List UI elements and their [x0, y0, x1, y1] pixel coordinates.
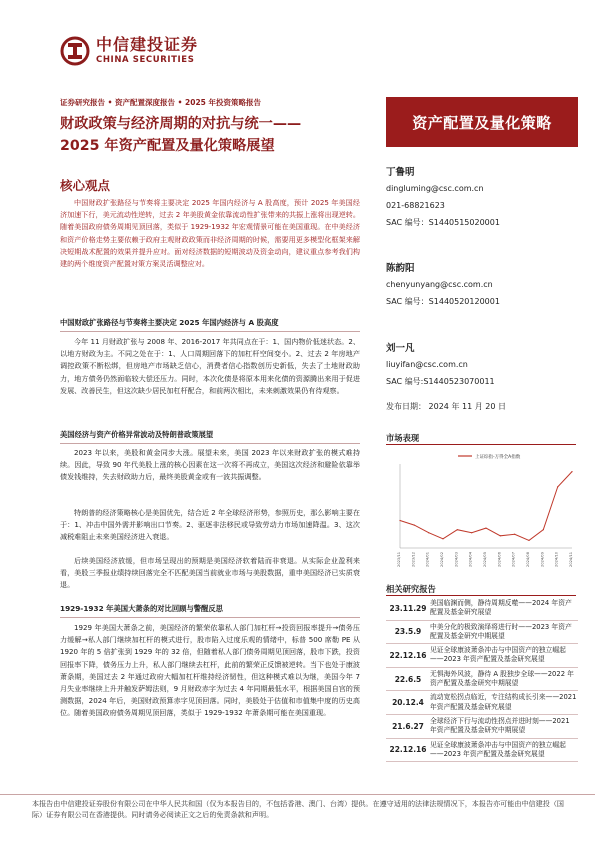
analyst-name: 刘一凡: [386, 343, 415, 354]
paragraph-us-economy-1: 2023 年以来，美股和黄金同步大涨。展望未来，美国 2023 年以来财政扩张的模式难持续。因此，导致 90 年代美股上涨的核心因素在这一次将不再成立，美国这次经济和避险依靠举债发钱维持，失去财政助力后，最终美股黄金或有一波共振调整。: [60, 448, 360, 482]
list-item[interactable]: [386, 621, 578, 645]
x-tick-label: 2024/09: [540, 552, 545, 567]
paragraph-us-economy-3: 后续美国经济放缓，但市场呈现出的预期是美国经济软着陆而非衰退。从实际企业盈利来看，美股三季报业绩持续回落完全不匹配美国当前就业市场与美股数据，重申美国经济已实质衰退。: [60, 556, 360, 590]
analyst-sac: SAC 编号：S1440515020001: [386, 218, 500, 227]
x-tick-label: 2024/10: [554, 552, 559, 567]
section-heading-china-fiscal: 中国财政扩张路径与节奏将主要决定 2025 年国内经济与 A 股高度: [60, 318, 360, 332]
chart-point: [414, 524, 415, 525]
category-banner: 资产配置及量化策略: [386, 97, 578, 147]
related-title[interactable]: 中美分化的极致演绎将进行时——2023 年资产配置及基金研究中期展望: [430, 622, 572, 640]
chart-point: [457, 529, 458, 530]
list-item[interactable]: [386, 597, 578, 621]
chart-point: [543, 529, 544, 530]
analyst-sac: SAC 编号:S1440523070011: [386, 377, 495, 386]
legend-label: 上证综指-万得全A指数: [475, 455, 521, 460]
company-logo: [60, 31, 198, 71]
related-date: 22.6.5: [394, 674, 422, 684]
market-chart-svg: [386, 448, 578, 574]
x-tick-label: 2023/11: [397, 552, 401, 567]
x-tick-label: 2024/08: [526, 552, 530, 567]
related-date: 21.6.27: [392, 721, 424, 731]
chart-axis: [400, 464, 572, 548]
chart-point: [571, 471, 572, 472]
market-chart: [386, 448, 578, 574]
related-date: 23.5.9: [394, 627, 422, 637]
chart-x-ticks: [397, 551, 573, 567]
logo-text-en: CHINA SECURITIES: [96, 55, 195, 65]
core-view-heading: 核心观点: [60, 178, 111, 193]
paragraph-us-economy-2: 特朗普的经济策略核心是美国优先，结合近 2 年全球经济形势，参照历史，那么影响主要在于：1、冲击中国外需并影响出口节奏。2、驱逐非法移民或导致劳动力市场加速降温。3、这次减税难阻止未来美国经济进入衰退。: [60, 508, 360, 542]
x-tick-label: 2024/05: [483, 552, 487, 567]
list-item[interactable]: [386, 644, 578, 668]
footer-divider: [0, 794, 595, 795]
title-line-1: 财政政策与经济周期的对抗与统一——: [60, 116, 302, 132]
analyst-email[interactable]: liuyifan@csc.com.cn: [386, 360, 468, 369]
x-tick-label: 2024/03: [454, 552, 459, 567]
x-tick-label: 2024/01: [425, 552, 430, 567]
publish-date: 发布日期： 2024 年 11 月 20 日: [386, 402, 506, 411]
intro-paragraph: 中国财政扩张路径与节奏将主要决定 2025 年国内经济与 A 股高度，预计 2025 年美国经济加速下行，美元流动性逆转，过去 2 年美股黄金依靠流动性扩张带来的共振上涨将出现逆转。随着美国政府债务周期见顶回落，类似于 1929-1932 年宏观情景可能在美国重现。在中美经济和资产价格走势主要依赖于政府主观财政政策而非经济周期的时候，需要用更多模型化框架来解决短期战术配置的效果并提升应对。面对经济数据的短期波动及资金动向，建议重点参考我们构建的两个维度资产配置对策方案灵活调整应对。: [60, 198, 360, 269]
related-date: 22.12.16: [389, 745, 427, 755]
related-title[interactable]: 见证全球康波萧条冲击与中国资产的独立崛起——2023 年资产配置及基金研究展望: [430, 646, 566, 664]
chart-point: [514, 534, 515, 535]
paragraph-china-fiscal: 今年 11 月财政扩张与 2008 年、2016-2017 年共同点在于：1、国内物价低迷状态。2、以地方财政为主。不同之处在于：1、人口周期回落下的加杠杆空间变小。2、过去 2 年房地产调控政策不断松绑，但房地产市场缺乏信心，消费者信心指数创历史新低，失去了土地财政助力，地方债务仍然面临较大偿还压力。同时，本次化债是将原本用来化债的资源腾出来用于促进发展、改善民生，但这次缺少居民加杠杆配合，和前两次相比，未来刺激效果仍有待观察。: [60, 337, 360, 395]
analyst-name: 陈韵阳: [386, 263, 415, 274]
paragraph-depression: 1929 年美国大萧条之前，美国经济的繁荣依靠私人部门加杠杆→投资回报率提升→债务压力缓解→私人部门继续加杠杆的模式进行，股市陷入过度乐观的情绪中，标普 500 席勒 PE 从 1920 年的 5 倍扩张到 1929 年的 32 倍，但随着私人部门债务周期见顶回落，股市下跌，投资回报率下降，债务压力上升，私人部门继续去杠杆，此前的繁荣正反馈被逆转。当下也处于康波萧条期，美国过去 2 年通过政府大幅加杠杆维持经济韧性，但这种模式难以为继，美国今年 7 月失业率继续上升并触发萨姆法则，9 月财政赤字为过去 4 年同期最低水平，根据美国自宫的预测数据，2024 年后，美国财政预算赤字见顶回落。同时，美股处于估值和市值集中度的历史高位。随着美国政府债务周期见顶回落，类似于 1929-1932 年萧条期可能在美国重现。: [60, 623, 360, 718]
analyst-card: [386, 342, 576, 390]
chart-point: [557, 486, 558, 487]
footer-disclaimer: 本报告由中信建投证券股份有限公司在中华人民共和国（仅为本报告目的，不包括香港、澳门、台湾）提供。在遵守适用的法律法规情况下，本报告亦可能由中信建投（国际）证券有限公司在香港提供。同时请务必阅读正文之后的免责条款和声明。: [32, 799, 565, 819]
breadcrumb: 证券研究报告 • 资产配置深度报告 • 2025 年投资策略报告: [60, 98, 262, 107]
section-heading-depression: 1929-1932 年美国大萧条的对比回顾与警醒反思: [60, 604, 360, 618]
x-tick-label: 2024/02: [440, 552, 444, 567]
list-item[interactable]: [386, 739, 578, 763]
analyst-card: [386, 166, 576, 231]
market-heading: 市场表现: [386, 433, 420, 443]
x-tick-label: 2024/06: [497, 552, 502, 567]
chart-series-line: [400, 472, 572, 541]
related-title[interactable]: 流动宽松拐点临近，专注结构成长引来——2021 年资产配置及基金研究展望: [430, 693, 577, 711]
chart-point: [471, 532, 472, 533]
x-tick-label: 2024/07: [511, 552, 516, 567]
logo-mark-icon: [60, 36, 90, 66]
analyst-card: [386, 262, 576, 310]
analyst-phone: 021-68821623: [386, 201, 445, 210]
analyst-sac: SAC 编号：S1440520120001: [386, 297, 500, 306]
chart-point: [399, 520, 400, 521]
related-title[interactable]: 全球经济下行与流动性拐点并进时刻——2021 年资产配置及基金研究中期展望: [430, 716, 570, 735]
x-tick-label: 2023/12: [411, 552, 416, 567]
related-title[interactable]: 见证全球康波萧条冲击与中国资产的独立崛起——2023 年资产配置及基金研究展望: [430, 740, 566, 758]
analyst-email[interactable]: dingluming@csc.com.cn: [386, 184, 484, 193]
analyst-email[interactable]: chenyunyang@csc.com.cn: [386, 280, 493, 289]
chart-point: [528, 540, 529, 541]
related-heading-rule: [386, 595, 576, 596]
related-date: 23.11.29: [389, 603, 427, 613]
x-tick-label: 2024/11: [569, 552, 573, 567]
list-item[interactable]: [386, 668, 578, 692]
chart-point: [442, 538, 443, 539]
related-report-list: [386, 597, 578, 762]
related-heading: 相关研究报告: [386, 584, 436, 594]
chart-point: [428, 532, 429, 533]
list-item[interactable]: [386, 691, 578, 715]
chart-point: [500, 535, 501, 536]
related-title[interactable]: 美国临渊而侧，静待周期反噬——2024 年资产配置及基金研究展望: [430, 599, 572, 617]
title-line-2: 2025 年资产配置及量化策略展望: [60, 138, 275, 154]
related-date: 22.12.16: [389, 650, 427, 660]
list-item[interactable]: [386, 715, 578, 739]
x-tick-label: 2024/04: [468, 552, 473, 567]
market-heading-rule: [386, 444, 576, 445]
related-title[interactable]: 无惧海外风波，静待 A 股独步全球——2022 年资产配置及基金研究中期展望: [430, 669, 574, 688]
analyst-name: 丁鲁明: [386, 167, 415, 178]
section-heading-us-economy: 美国经济与资产价格异常波动及特朗普政策展望: [60, 430, 360, 444]
report-title: [60, 113, 380, 157]
related-date: 20.12.4: [392, 698, 424, 708]
chart-point: [485, 528, 486, 529]
logo-text-cn: 中信建投证券: [96, 35, 199, 54]
chart-legend: [458, 453, 521, 460]
